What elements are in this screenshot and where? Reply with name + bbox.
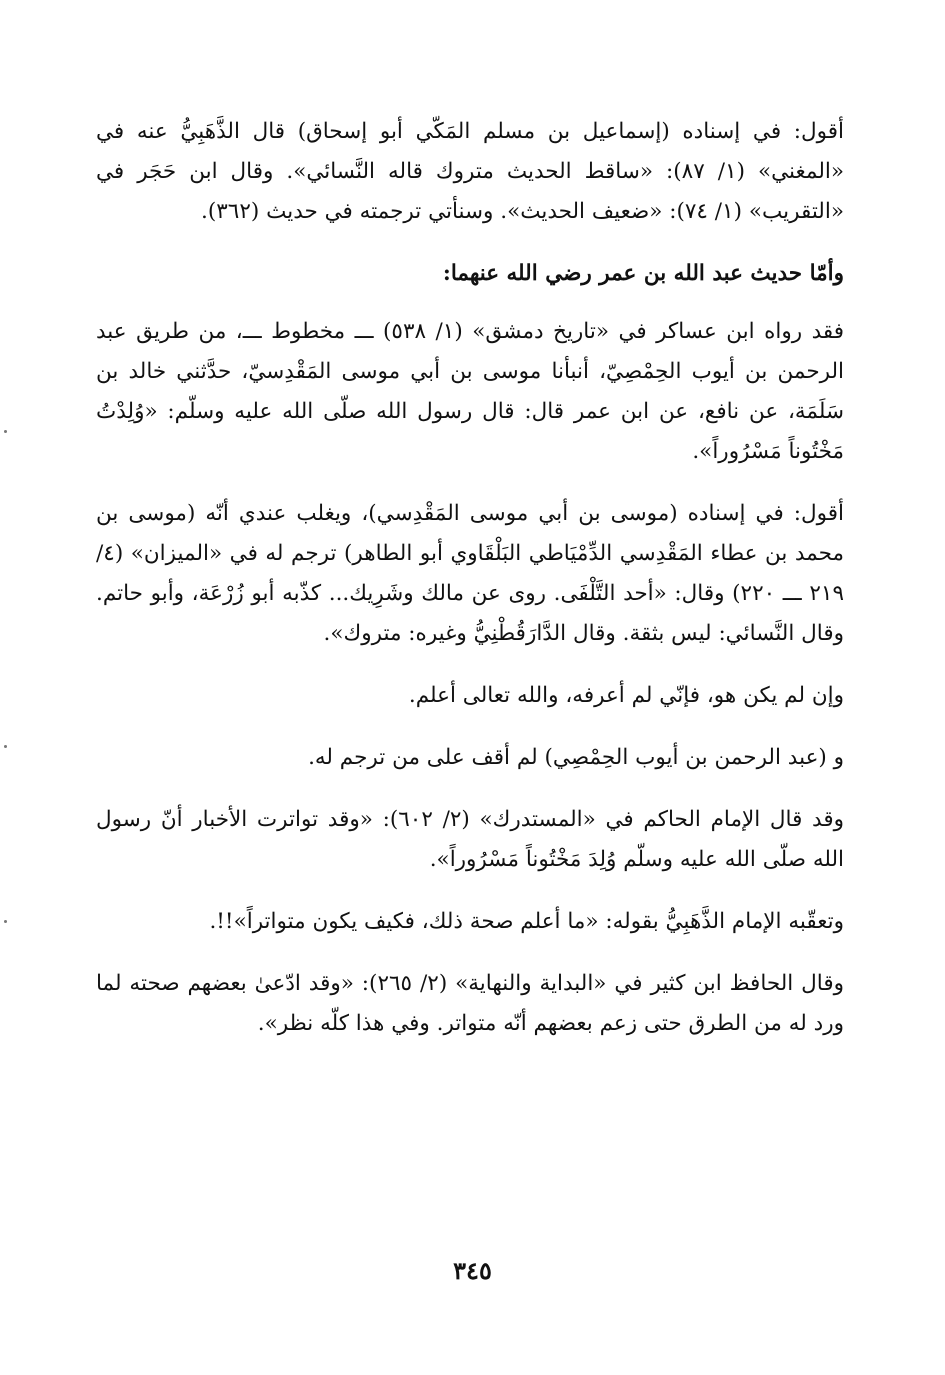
- paragraph-abdulrahman-al-himsi: و (عبد الرحمن بن أيوب الحِمْصِي) لم أقف على من ترجم له.: [308, 745, 844, 770]
- page-number: ٣٤٥: [453, 1256, 492, 1285]
- scan-edge-mark: [4, 920, 7, 923]
- paragraph-hakim-mustadrak: وقد قال الإمام الحاكم في «المستدرك» (٢/ ٦٠٢): «وقد تواترت الأخبار أنّ رسول الله صلّى الله عليه وسلّم وُلِدَ مَخْتُوناً مَسْرُوراً».: [96, 807, 845, 872]
- paragraph-ibn-kathir: وقال الحافظ ابن كثير في «البداية والنهاية» (٢/ ٢٦٥): «وقد ادّعىٰ بعضهم صحته لما ورد له من الطرق حتى زعم بعضهم أنّه متواتر. وفي هذا كلّه نظر».: [96, 971, 845, 1036]
- section-heading-ibn-umar: وأمّا حديث عبد الله بن عمر رضي الله عنهما:: [442, 261, 844, 286]
- paragraph-dhahabi-objection: وتعقّبه الإمام الذَّهَبِيُّ بقوله: «ما أعلم صحة ذلك، فكيف يكون متواتراً»!!.: [209, 909, 844, 934]
- page-body: [96, 112, 844, 1044]
- scan-edge-mark: [4, 745, 7, 748]
- paragraph-musa-al-maqdisi: أقول: في إسناده (موسى بن أبي موسى المَقْدِسي)، ويغلب عندي أنّه (موسى بن محمد بن عطاء المَقْدِسي الدِّمْيَاطي البَلْقَاوي أبو الطاهر) ترجم له في «الميزان» (٤/ ٢١٩ ـــ ٢٢٠) وقال: «أحد التَّلْفَى. روى عن مالك وشَرِيك... كذّبه أبو زُرْعَة، وأبو حاتم. وقال النَّسائي: ليس بثقة. وقال الدَّارَقُطْنِيُّ وغيره: متروك».: [96, 501, 844, 646]
- paragraph-dhahabi-on-ismail: أقول: في إسناده (إسماعيل بن مسلم المَكّي أبو إسحاق) قال الذَّهَبِيُّ عنه في «المغني» (١/ ٨٧): «ساقط الحديث متروك قاله النَّسائي». وقال ابن حَجَر في «التقريب» (١/ ٧٤): «ضعيف الحديث». وسنأتي ترجمته في حديث (٣٦٢).: [96, 119, 845, 224]
- paragraph-unknown-narrator: وإن لم يكن هو، فإنّي لم أعرفه، والله تعالى أعلم.: [408, 683, 844, 708]
- paragraph-ibn-asakir-narration: فقد رواه ابن عساكر في «تاريخ دمشق» (١/ ٥٣٨) ـــ مخطوط ـــ، من طريق عبد الرحمن بن أيوب الحِمْصِيّ، أنبأنا موسى بن أبي موسى المَقْدِسيّ، حدَّثني خالد بن سَلَمَة، عن نافع، عن ابن عمر قال: قال رسول الله صلّى الله عليه وسلّم: «وُلِدْتُ مَخْتُوناً مَسْرُوراً».: [96, 319, 845, 464]
- scan-edge-mark: [4, 430, 7, 433]
